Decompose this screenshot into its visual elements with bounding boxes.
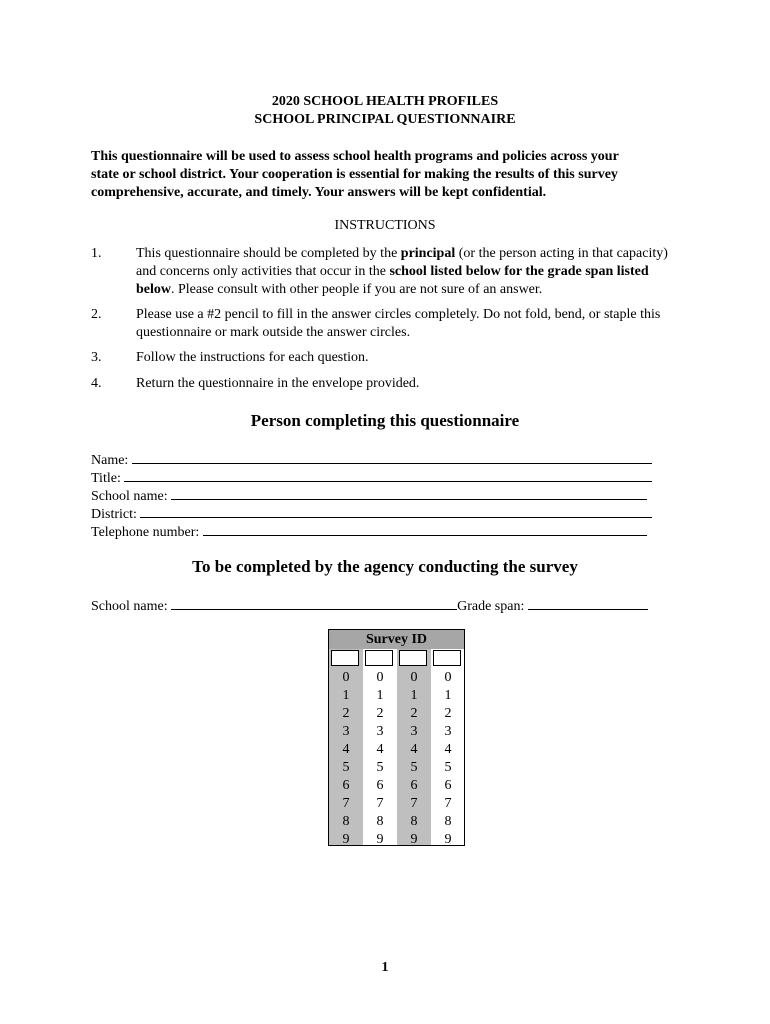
title-field[interactable]: Title: [91, 468, 652, 488]
agency-school-grade-row: School name: Grade span: [91, 596, 648, 616]
survey-id-entry-box[interactable] [433, 650, 461, 666]
name-line[interactable] [132, 450, 652, 464]
survey-id-label: Survey ID [329, 630, 464, 649]
telephone-line[interactable] [203, 522, 647, 536]
survey-id-column-1[interactable] [329, 649, 363, 845]
instruction-text: Return the questionnaire in the envelope provided. [136, 376, 420, 391]
agency-school-name-line[interactable] [171, 596, 457, 610]
instruction-number: 1. [91, 246, 102, 261]
survey-id-column-4[interactable] [431, 649, 464, 845]
instruction-item-2 [91, 306, 691, 342]
instruction-text: This questionnaire should be completed by the principal (or the person acting in that capacity) and concerns only activities that occur in the school listed below for the grade span listed below. Please consult with other people if you are not sure of an answer. [136, 246, 668, 297]
page-number: 1 [381, 960, 389, 975]
instruction-item-4 [91, 375, 691, 393]
intro-line-3: comprehensive, accurate, and timely. Your answers will be kept confidential. [91, 185, 547, 200]
document-title-line2: SCHOOL PRINCIPAL QUESTIONNAIRE [254, 112, 516, 127]
school-name-line[interactable] [171, 486, 647, 500]
instruction-item-3 [91, 349, 691, 367]
survey-id-column-3[interactable] [397, 649, 431, 845]
digit-list: 0 1 2 3 4 5 6 7 8 9 [444, 670, 452, 847]
title-line[interactable] [124, 468, 652, 482]
instruction-item-1 [91, 245, 691, 299]
survey-id-grid [328, 629, 465, 846]
person-section-heading: Person completing this questionnaire [250, 411, 520, 430]
instructions-heading: INSTRUCTIONS [334, 218, 436, 233]
digit-list: 0 1 2 3 4 5 6 7 8 9 [376, 670, 384, 847]
telephone-field[interactable]: Telephone number: [91, 522, 647, 542]
instruction-text: Please use a #2 pencil to fill in the answer circles completely. Do not fold, bend, or staple this questionnaire or mark outside the answer circles. [136, 307, 661, 340]
agency-section-heading: To be completed by the agency conducting the survey [192, 557, 578, 576]
digit-list: 0 1 2 3 4 5 6 7 8 9 [342, 670, 350, 847]
intro-paragraph [91, 148, 681, 202]
district-line[interactable] [140, 504, 652, 518]
grade-span-line[interactable] [528, 596, 648, 610]
instruction-text: Follow the instructions for each question. [136, 350, 369, 365]
district-field[interactable]: District: [91, 504, 652, 524]
instruction-number: 2. [91, 307, 102, 322]
survey-id-entry-box[interactable] [365, 650, 393, 666]
survey-id-entry-box[interactable] [331, 650, 359, 666]
survey-id-entry-box[interactable] [399, 650, 427, 666]
document-title-line1: 2020 SCHOOL HEALTH PROFILES [271, 94, 499, 109]
survey-id-column-2[interactable] [363, 649, 397, 845]
intro-line-2: state or school district. Your cooperation is essential for making the results of this survey [91, 167, 618, 182]
instruction-number: 3. [91, 350, 102, 365]
intro-line-1: This questionnaire will be used to assess school health programs and policies across your [91, 149, 619, 164]
name-field[interactable]: Name: [91, 450, 652, 470]
digit-list: 0 1 2 3 4 5 6 7 8 9 [410, 670, 418, 847]
school-name-field[interactable]: School name: [91, 486, 647, 506]
instruction-number: 4. [91, 376, 102, 391]
